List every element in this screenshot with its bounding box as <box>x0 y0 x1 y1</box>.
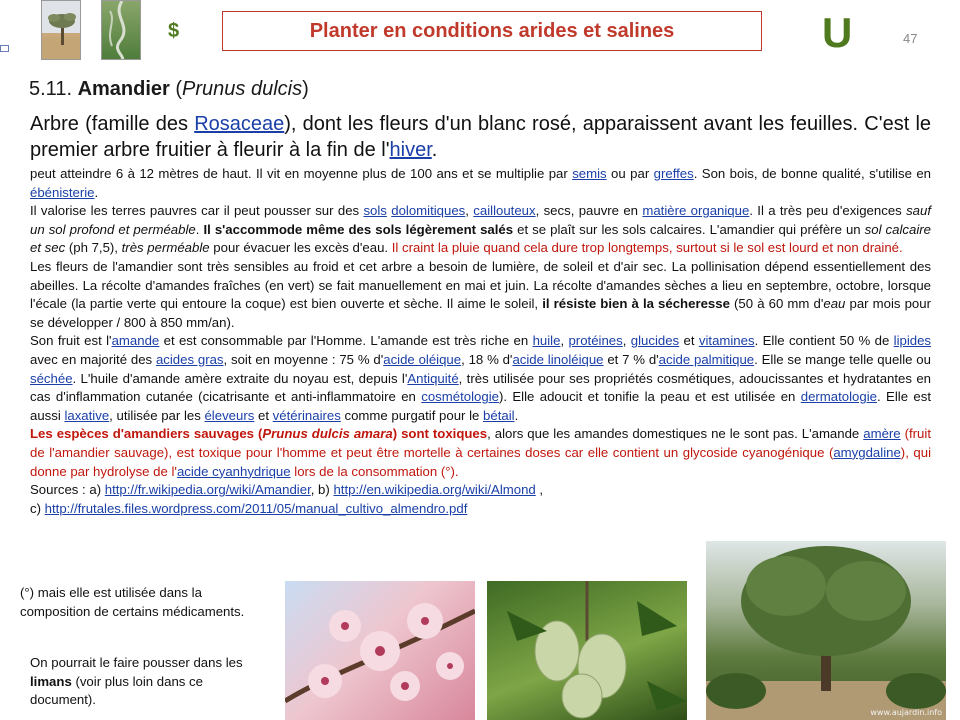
text-span: , <box>560 333 569 349</box>
text-span: Sources : a) <box>30 482 105 498</box>
footnote-medicaments: (°) mais elle est utilisée dans la composition de certains médicaments. <box>20 585 245 619</box>
text-span: , secs, pauvre en <box>535 203 643 219</box>
text-italic: eau <box>823 296 846 312</box>
page-number: 47 <box>903 31 918 46</box>
text-span: . Elle se mange telle quelle ou <box>754 351 931 367</box>
text-span: . Elle contient 50 % de <box>754 333 894 349</box>
paragraph-toxicity <box>30 425 931 481</box>
warning-text: Il craint la pluie quand cela dure trop longtemps, surtout si le sol est lourd et non drainé. <box>391 240 903 256</box>
link-glucides[interactable]: glucides <box>630 333 680 349</box>
text-span: , très utilisée pour ses propriétés cosmétiques, adoucissantes et hydratantes en cas d'inflammation cutanée (cicatrisante et anti-inflammatoire en <box>30 370 931 405</box>
link-dolomitiques[interactable]: dolomitiques <box>391 203 466 219</box>
header-thumbnail-dry-tree <box>41 0 81 60</box>
body-text <box>30 165 931 518</box>
lead-paragraph <box>30 111 931 163</box>
text-span: lors de la consommation (°). <box>290 463 459 479</box>
link-hiver[interactable]: hiver <box>389 139 432 161</box>
link-laxative[interactable]: laxative <box>64 407 110 423</box>
text-span: c) <box>30 500 45 516</box>
lead-text: ), dont les fleurs d'un blanc rosé, apparaissent avant les feuilles. C'est le premier arbre fruitier à fleurir à la fin de l' <box>30 113 932 161</box>
text-span: comme purgatif pour le <box>340 407 484 423</box>
text-span: et <box>679 333 699 349</box>
text-span: , <box>622 333 631 349</box>
text-span: (voir plus loin dans ce document). <box>30 673 203 707</box>
section-number: 5.11. <box>29 78 72 100</box>
link-acide-palmitique[interactable]: acide palmitique <box>658 351 755 367</box>
link-sechee[interactable]: séchée <box>30 370 73 386</box>
link-semis[interactable]: semis <box>572 166 607 181</box>
text-span: et se plaît sur les sols calcaires. L'amandier qui préfère un <box>513 221 865 237</box>
text-span: , <box>535 482 544 498</box>
text-span: ou par <box>606 166 654 181</box>
paragraph-flowers-fruit <box>30 258 931 425</box>
text-span: , alors que les amandes domestiques ne le sont pas. L'amande <box>487 426 864 442</box>
link-acides-gras[interactable]: acides gras <box>155 351 224 367</box>
text-span: et <box>254 407 273 423</box>
paragraph-description <box>30 165 931 202</box>
link-caillouteux[interactable]: caillouteux <box>473 203 536 219</box>
link-rosaceae[interactable]: Rosaceae <box>194 113 285 135</box>
link-huile[interactable]: huile <box>532 333 561 349</box>
link-source-a[interactable]: http://fr.wikipedia.org/wiki/Amandier <box>104 482 311 498</box>
text-bold: il résiste bien à la sécheresse <box>542 296 730 312</box>
link-proteines[interactable]: protéines <box>568 333 623 349</box>
photo-almond-tree <box>706 541 946 720</box>
text-span: , utilisée par les <box>109 407 205 423</box>
text-span: (ph 7,5), <box>65 240 122 256</box>
header-letter-u: U <box>822 9 853 56</box>
link-veterinaires[interactable]: vétérinaires <box>272 407 341 423</box>
text-span: . Il a très peu d'exigences <box>749 203 907 219</box>
header-dollar-symbol: $ <box>168 20 180 42</box>
link-ebenisterie[interactable]: ébénisterie <box>30 184 95 200</box>
link-amande[interactable]: amande <box>111 333 160 349</box>
link-acide-linoleique[interactable]: acide linoléique <box>512 351 604 367</box>
link-lipides[interactable]: lipides <box>893 333 932 349</box>
text-span: ). Elle adoucit et tonifie la peau et est utilisée en <box>498 389 801 405</box>
text-italic: sauf un sol profond et perméable <box>30 203 932 237</box>
text-bold: limans <box>30 673 72 689</box>
text-span: (50 à 60 mm d' <box>729 296 824 312</box>
section-plant-name: Amandier <box>77 78 170 100</box>
text-bold: ) sont toxiques <box>392 426 488 442</box>
text-span: . <box>94 184 99 200</box>
text-span: . Elle est aussi <box>30 389 931 423</box>
lead-text: Arbre (famille des <box>30 113 195 135</box>
footnote-limans <box>30 654 270 710</box>
text-span: peut atteindre 6 à 12 mètres de haut. Il vit en moyenne plus de 100 ans et se multiplie par <box>30 166 573 181</box>
text-span: et est consommable par l'Homme. L'amande est très riche en <box>159 333 533 349</box>
text-bold: Les espèces d'amandiers sauvages ( <box>30 426 263 442</box>
text-span: (fruit de l'amandier sauvage), est toxique pour l'homme et peut être mortelle à certaines doses car elle contient un glycoside cyanogénique ( <box>30 426 931 460</box>
link-acide-oleique[interactable]: acide oléique <box>383 351 462 367</box>
link-sols[interactable]: sols <box>363 203 387 219</box>
text-span: , 18 % d' <box>461 351 513 367</box>
link-source-c[interactable]: http://frutales.files.wordpress.com/2011/05/manual_cultivo_almendro.pdf <box>44 500 468 516</box>
link-antiquite[interactable]: Antiquité <box>407 370 459 386</box>
link-betail[interactable]: bétail <box>483 407 515 423</box>
text-span: , b) <box>310 482 334 498</box>
link-eleveurs[interactable]: éleveurs <box>204 407 255 423</box>
paragraph-soils <box>30 202 931 258</box>
text-bold: Il s'accommode même des sols légèrement salés <box>203 221 514 237</box>
text-span: , <box>465 203 474 219</box>
text-span: , soit en moyenne : 75 % d' <box>223 351 384 367</box>
link-amere[interactable]: amère <box>863 426 901 442</box>
link-cosmetologie[interactable]: cosmétologie <box>421 389 499 405</box>
text-span: pour évacuer les excès d'eau. <box>209 240 392 256</box>
page-title <box>222 11 762 51</box>
section-latin-name: Prunus dulcis <box>182 78 303 100</box>
section-heading: 5.11. Amandier (Prunus dulcis) <box>29 78 309 100</box>
text-italic: très perméable <box>121 240 210 256</box>
link-greffes[interactable]: greffes <box>653 166 694 181</box>
link-matiere-organique[interactable]: matière organique <box>642 203 750 219</box>
text-span: par mois pour se développer / 800 à 850 mm/an). <box>30 296 931 330</box>
text-span: . L'huile d'amande amère extraite du noyau est, depuis l' <box>72 370 408 386</box>
page-title-text: Planter en conditions arides et salines <box>309 19 675 42</box>
text-span: Les fleurs de l'amandier sont très sensibles au froid et cet arbre a besoin de lumière, de soleil et d'air sec. La pollinisation dépend essentiellement des abeilles. La récolte d'amandes fraîches (en vert) se fait manuellement en mai et juin. La récolte d'amandes sèches a lieu en septembre, octobre, lorsque l'écale (la partie verte qui entoure la coque) est bien ouverte et sèche. Il aime le soleil, <box>30 258 931 312</box>
link-vitamines[interactable]: vitamines <box>698 333 755 349</box>
header-thumbnail-salt-marsh <box>101 0 141 60</box>
text-span: ), qui donne par hydrolyse de l' <box>30 444 931 479</box>
lead-text: . <box>431 139 438 161</box>
text-span: . <box>514 407 519 423</box>
text-span: avec en majorité des <box>30 351 156 367</box>
photo-credit: www.aujardin.info <box>870 708 942 717</box>
slide-marker-icon <box>0 45 9 52</box>
text-span: . Son bois, de bonne qualité, s'utilise en <box>693 166 931 181</box>
photo-almond-blossom <box>285 581 475 720</box>
link-acide-cyanhydrique[interactable]: acide cyanhydrique <box>176 463 291 479</box>
photo-green-almonds <box>487 581 687 720</box>
text-italic: sol calcaire et sec <box>30 221 931 256</box>
text-span: Il valorise les terres pauvres car il peut pousser sur des <box>30 203 364 219</box>
text-span: . <box>195 221 204 237</box>
link-amygdaline[interactable]: amygdaline <box>833 444 901 460</box>
text-span: Son fruit est l' <box>30 333 112 349</box>
text-span: et 7 % d' <box>603 351 659 367</box>
text-italic: Prunus dulcis amara <box>262 426 393 442</box>
paragraph-sources <box>30 481 931 518</box>
text-span: On pourrait le faire pousser dans les <box>30 655 243 670</box>
link-source-b[interactable]: http://en.wikipedia.org/wiki/Almond <box>333 482 536 498</box>
link-dermatologie[interactable]: dermatologie <box>800 389 877 405</box>
